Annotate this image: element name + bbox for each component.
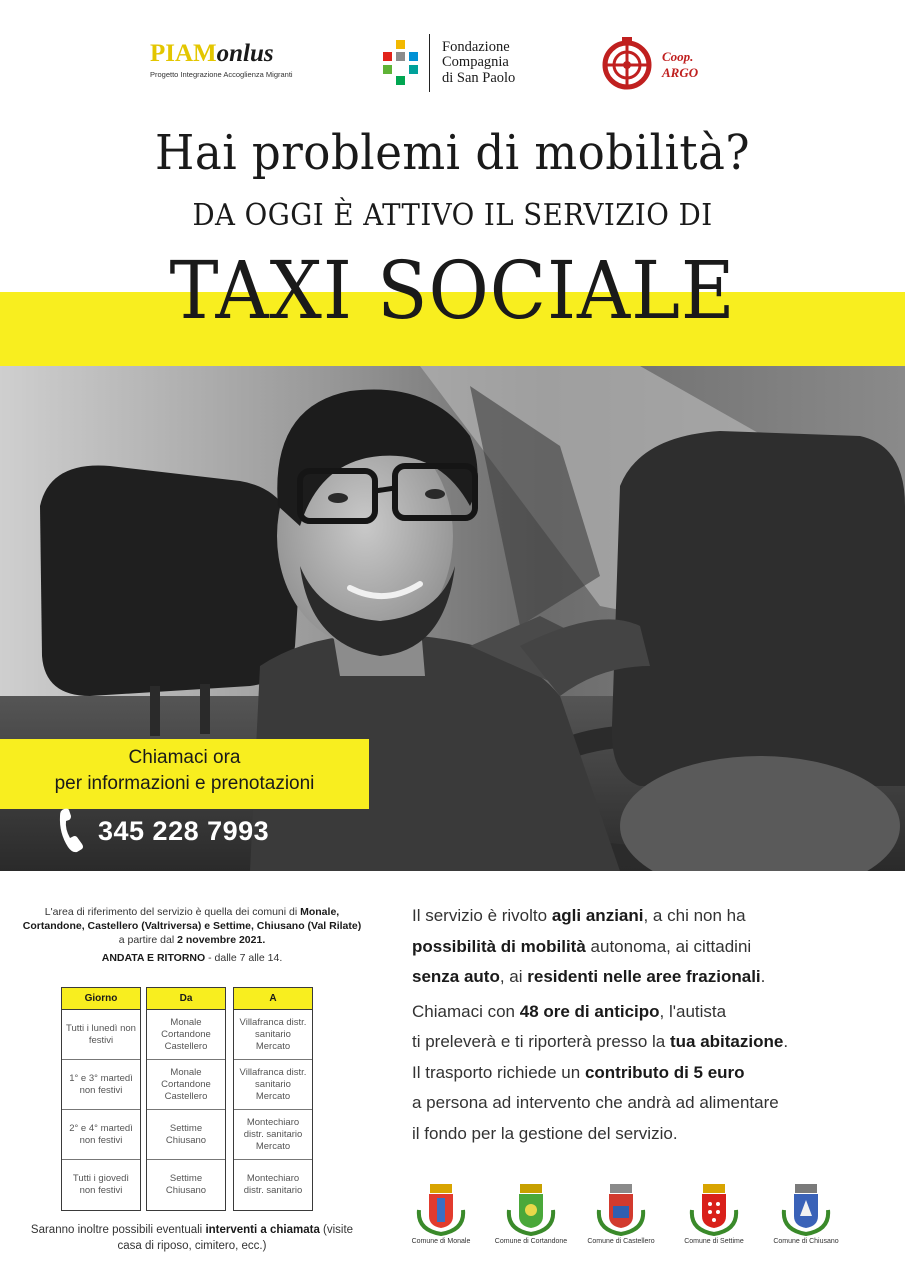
schedule-cell: Villafranca distr. sanitario Mercato — [234, 1010, 312, 1060]
argo-logo — [600, 36, 698, 94]
schedule-cell: Montechiaro distr. sanitario Mercato — [234, 1110, 312, 1160]
phone-row[interactable] — [58, 803, 269, 859]
piam-subtitle: Progetto Integrazione Accoglienza Migranti — [150, 70, 293, 79]
fondazione-name: Fondazione Compagnia di San Paolo — [442, 38, 516, 86]
info-line: il fondo per la gestione del servizio. — [412, 1123, 678, 1143]
schedule-column-giorno — [61, 987, 141, 1211]
schedule-header: Giorno — [62, 988, 140, 1010]
schedule-cell: Villafranca distr. sanitario Mercato — [234, 1060, 312, 1110]
cta-line-1: Chiamaci ora — [128, 747, 241, 768]
info-line: ti preleverà e ti riporterà presso la tua abitazione. — [412, 1032, 789, 1051]
info-line: senza auto, ai residenti nelle aree frazionali. — [412, 967, 766, 986]
crest-icon — [595, 1180, 647, 1236]
service-area-text: L'area di riferimento del servizio è quella dei comuni di Monale, Cortandone, Castellero (Valtriversa) e Settime, Chiusano (Val Rilate) a partire dal 2 novembre 2021. — [22, 906, 362, 946]
crest-castellero: Comune di Castellero — [571, 1180, 671, 1245]
schedule-cell: Tutti i giovedì non festivi — [72, 1173, 130, 1196]
argo-name: Coop. ARGO — [662, 49, 699, 80]
service-title: TAXI SOCIALE — [169, 244, 736, 337]
cta-box — [0, 739, 369, 809]
schedule-cell: 1° e 3° martedì non festivi — [62, 1060, 140, 1110]
crest-icon — [415, 1180, 467, 1236]
service-hours: ANDATA E RITORNO - dalle 7 alle 14. — [101, 952, 283, 964]
schedule-cell: Monale Cortandone Castellero — [147, 1010, 225, 1060]
schedule-cell: Montechiaro distr. sanitario — [243, 1173, 303, 1196]
piam-logo — [150, 40, 330, 79]
info-line: a persona ad intervento che andrà ad alimentare — [412, 1093, 779, 1112]
on-call-note: Saranno inoltre possibili eventuali interventi a chiamata (visite casa di riposo, cimitero, ecc.) — [30, 1224, 354, 1252]
schedule-cell: Tutti i lunedì non festivi — [62, 1010, 140, 1060]
schedule-cell: Monale Cortandone Castellero — [147, 1060, 225, 1110]
service-description — [412, 901, 892, 1149]
schedule-cell: 2° e 4° martedì non festivi — [62, 1110, 140, 1160]
headline-question: Hai problemi di mobilità? — [155, 125, 750, 181]
fondazione-logo — [383, 33, 515, 93]
crest-settime: Comune di Settime — [664, 1180, 764, 1245]
argo-wheel-icon — [600, 36, 654, 94]
schedule-column-da — [146, 987, 226, 1211]
crest-icon — [780, 1180, 832, 1236]
info-line: possibilità di mobilità autonoma, ai cittadini — [412, 936, 752, 956]
schedule-column-a — [233, 987, 313, 1211]
crest-icon — [688, 1180, 740, 1236]
crest-monale: Comune di Monale — [391, 1180, 491, 1245]
schedule-header: A — [234, 988, 312, 1010]
phone-icon — [58, 807, 88, 855]
info-line: Chiamaci con 48 ore di anticipo, l'autista — [412, 1001, 727, 1021]
fondazione-divider — [429, 34, 430, 92]
info-line: Il trasporto richiede un contributo di 5 euro — [412, 1062, 745, 1082]
crest-cortandone: Comune di Cortandone — [481, 1180, 581, 1245]
piam-wordmark: PIAMonlus — [150, 40, 274, 67]
schedule-header: Da — [147, 988, 225, 1010]
crest-icon — [505, 1180, 557, 1236]
info-line: Il servizio è rivolto agli anziani, a chi non ha — [412, 906, 746, 925]
schedule-cell: Settime Chiusano — [165, 1173, 207, 1196]
fondazione-mark-icon — [383, 40, 419, 86]
cta-line-2: per informazioni e prenotazioni — [54, 773, 315, 794]
headline-subtitle: DA OGGI È ATTIVO IL SERVIZIO DI — [192, 198, 713, 233]
schedule-cell: Settime Chiusano — [147, 1110, 225, 1160]
crest-chiusano: Comune di Chiusano — [756, 1180, 856, 1245]
phone-number[interactable]: 345 228 7993 — [98, 815, 270, 846]
